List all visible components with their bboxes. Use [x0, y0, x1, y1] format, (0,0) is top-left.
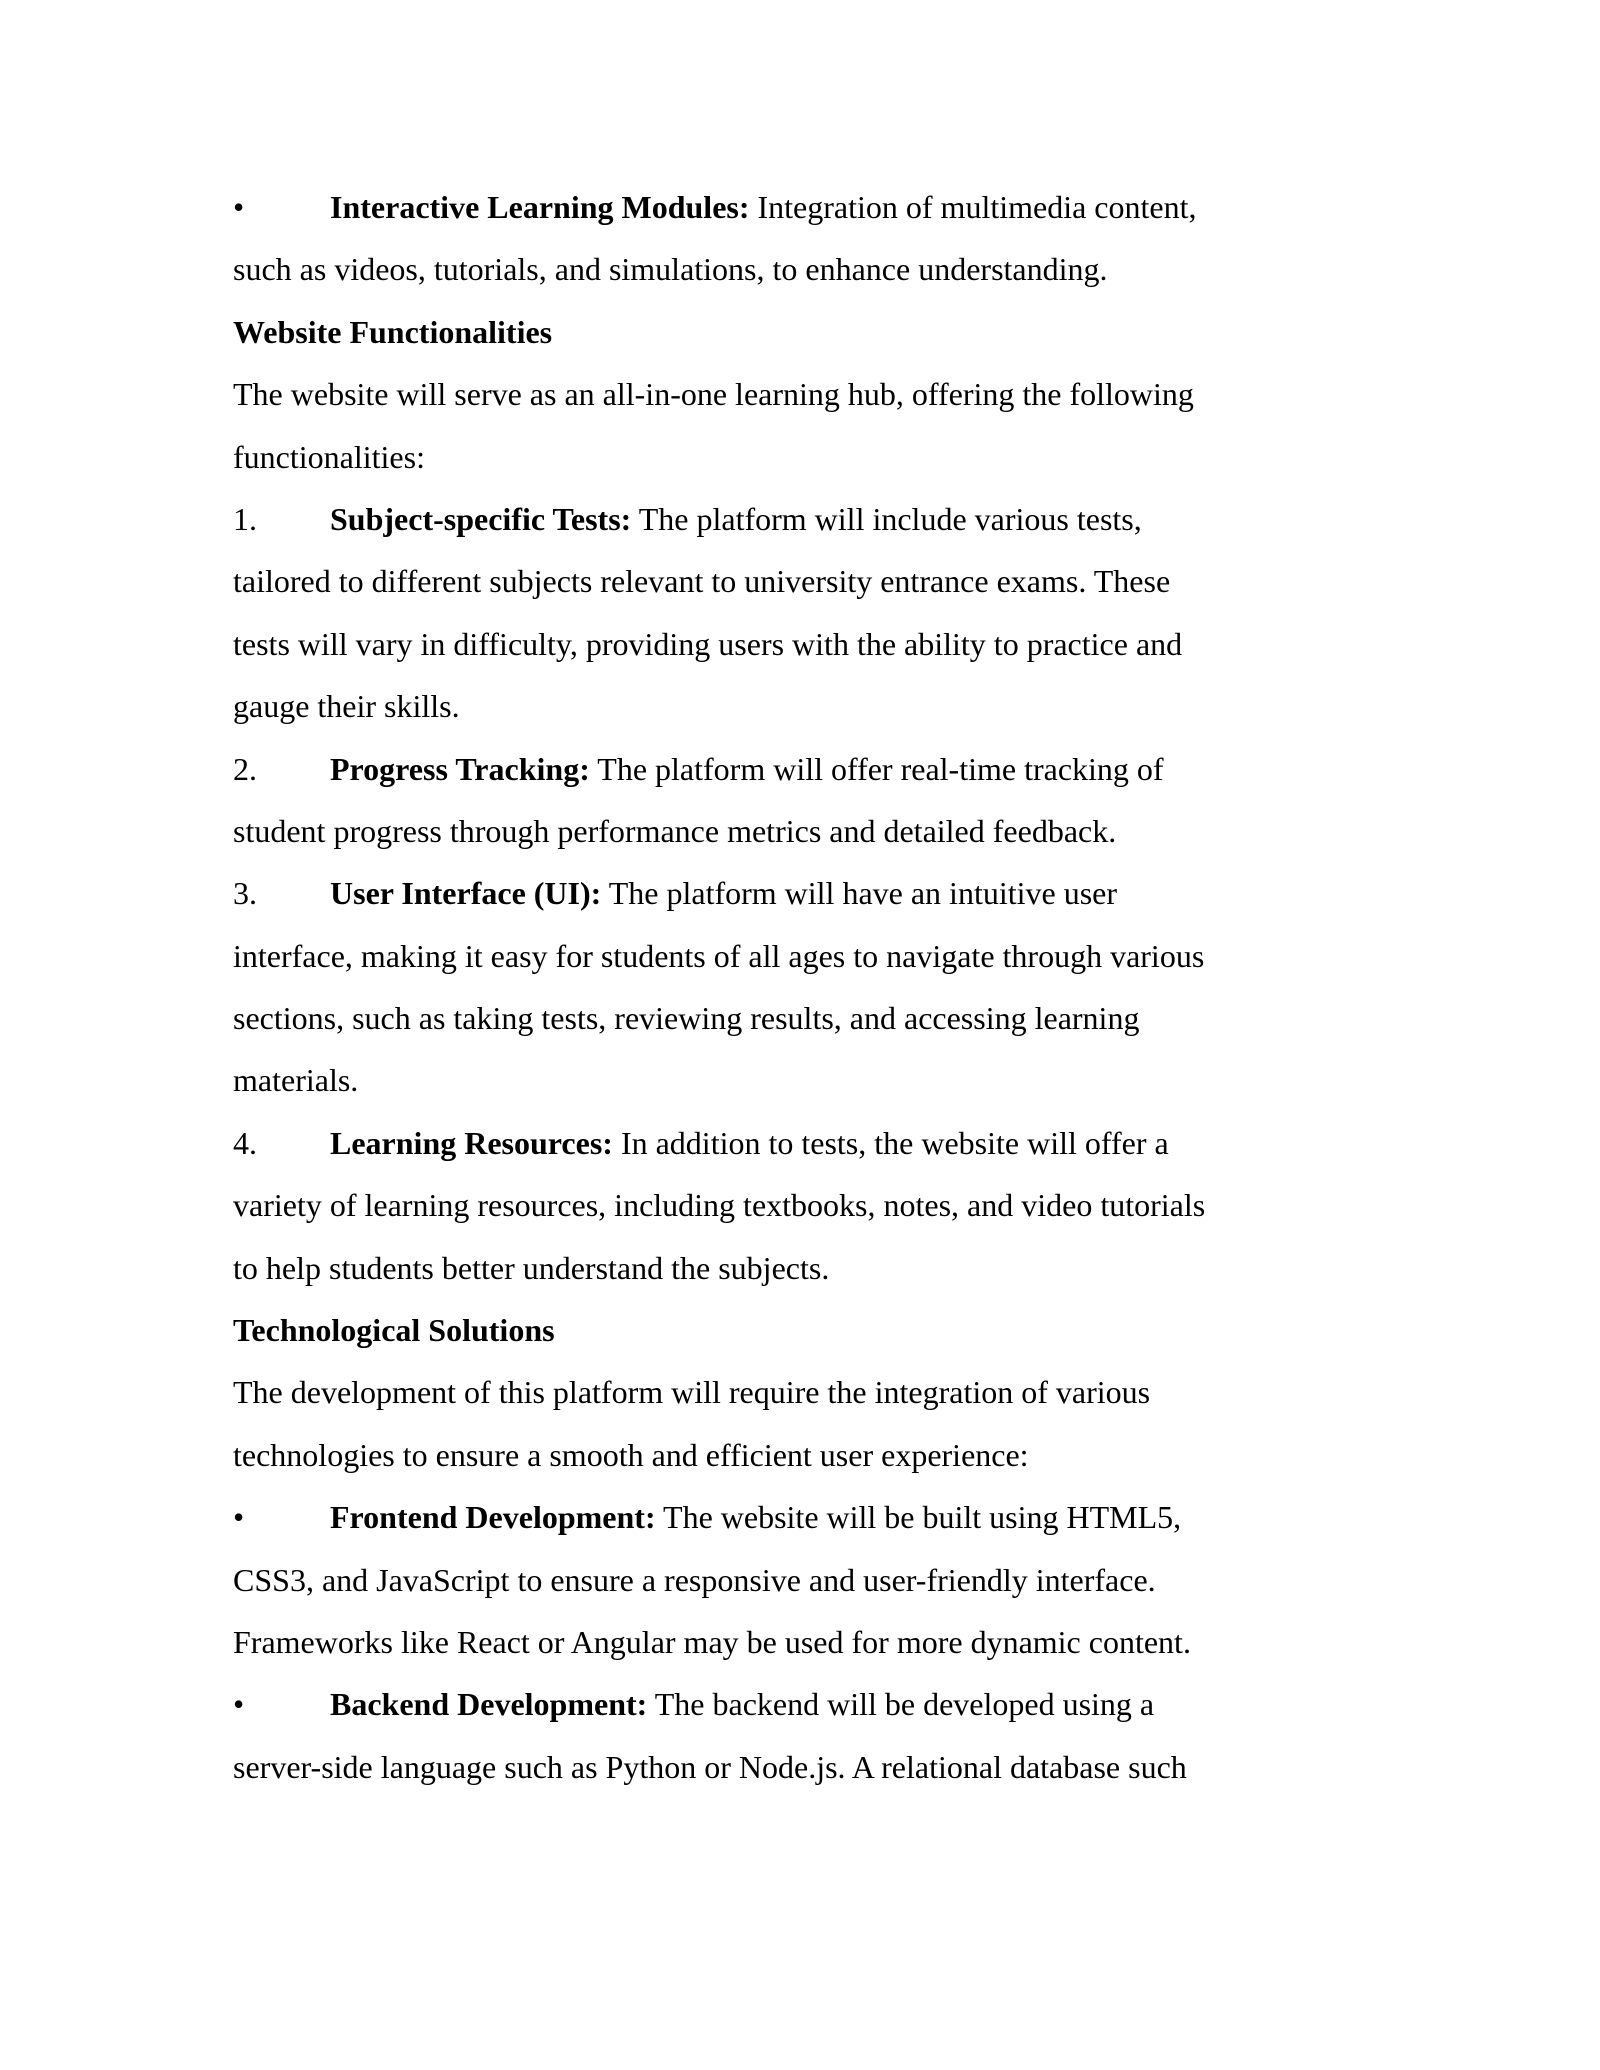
number-marker: 4. — [233, 1124, 257, 1161]
number-marker: 2. — [233, 750, 257, 787]
text-line: variety of learning resources, including textbooks, notes, and video tutorials — [233, 1187, 1206, 1224]
paragraph-line — [233, 363, 1433, 425]
bullet-item-line — [233, 238, 1433, 300]
item-lead-text: Frontend Development: — [330, 1499, 656, 1536]
text-line: such as videos, tutorials, and simulations, to enhance understanding. — [233, 251, 1108, 288]
text-line: The website will serve as an all-in-one learning hub, offering the following — [233, 376, 1194, 413]
numbered-item-line — [233, 987, 1433, 1049]
text-line: interface, making it easy for students of all ages to navigate through various — [233, 937, 1205, 974]
bullet-item-line — [233, 1611, 1433, 1673]
number-marker: 1. — [233, 500, 257, 537]
text-line: materials. — [233, 1062, 359, 1099]
text-line: functionalities: — [233, 438, 425, 475]
text-line: The website will be built using HTML5, — [655, 1499, 1182, 1536]
numbered-item-line — [233, 1237, 1433, 1299]
bullet-marker: • — [233, 189, 245, 225]
numbered-item-line — [233, 1049, 1433, 1111]
paragraph-line — [233, 426, 1433, 488]
numbered-item-line — [233, 862, 1433, 924]
document-content — [233, 176, 1433, 1798]
text-line: gauge their skills. — [233, 688, 460, 725]
text-line: CSS3, and JavaScript to ensure a responsive and user-friendly interface. — [233, 1561, 1156, 1598]
text-line: to help students better understand the subjects. — [233, 1249, 830, 1286]
bullet-item-line — [233, 1736, 1433, 1798]
text-line: The backend will be developed using a — [647, 1686, 1155, 1723]
numbered-item-line — [233, 800, 1433, 862]
text-line: server-side language such as Python or Node.js. A relational database such — [233, 1748, 1187, 1785]
paragraph-line — [233, 1361, 1433, 1423]
section-heading-text: Website Functionalities — [233, 313, 553, 350]
numbered-item-line — [233, 488, 1433, 550]
text-line: sections, such as taking tests, reviewing results, and accessing learning — [233, 1000, 1140, 1037]
numbered-item-line — [233, 1174, 1433, 1236]
section-heading — [233, 1299, 1433, 1361]
bullet-item-line — [233, 1549, 1433, 1611]
text-line: student progress through performance metrics and detailed feedback. — [233, 812, 1117, 849]
section-heading-text: Technological Solutions — [233, 1312, 555, 1349]
item-lead-text: Subject-specific Tests: — [330, 500, 632, 537]
numbered-item-line — [233, 613, 1433, 675]
bullet-item-line — [233, 1486, 1433, 1548]
item-lead-text: Learning Resources: — [330, 1124, 613, 1161]
text-line: Frameworks like React or Angular may be used for more dynamic content. — [233, 1623, 1191, 1660]
text-line: The development of this platform will require the integration of various — [233, 1374, 1151, 1411]
numbered-item-line — [233, 738, 1433, 800]
number-marker: 3. — [233, 875, 257, 912]
text-line: tests will vary in difficulty, providing users with the ability to practice and — [233, 625, 1183, 662]
text-line: tailored to different subjects relevant to university entrance exams. These — [233, 563, 1171, 600]
bullet-item-line — [233, 1673, 1433, 1735]
text-line: The platform will include various tests, — [631, 500, 1142, 537]
numbered-item-line — [233, 925, 1433, 987]
text-line: In addition to tests, the website will offer a — [612, 1124, 1169, 1161]
paragraph-line — [233, 1424, 1433, 1486]
numbered-item-line — [233, 1112, 1433, 1174]
text-line: The platform will have an intuitive user — [601, 875, 1118, 912]
item-lead-text: Backend Development: — [330, 1686, 648, 1723]
item-lead-text: Progress Tracking: — [330, 750, 590, 787]
numbered-item-line — [233, 675, 1433, 737]
bullet-marker: • — [233, 1686, 245, 1723]
numbered-item-line — [233, 550, 1433, 612]
bullet-item-line — [233, 176, 1433, 238]
section-heading — [233, 301, 1433, 363]
item-lead-text: Interactive Learning Modules: — [330, 189, 750, 225]
text-line: technologies to ensure a smooth and efficient user experience: — [233, 1436, 1029, 1473]
bullet-marker: • — [233, 1499, 245, 1536]
item-lead-text: User Interface (UI): — [330, 875, 602, 912]
text-line: Integration of multimedia content, — [749, 189, 1197, 225]
text-line: The platform will offer real-time tracking of — [589, 750, 1164, 787]
